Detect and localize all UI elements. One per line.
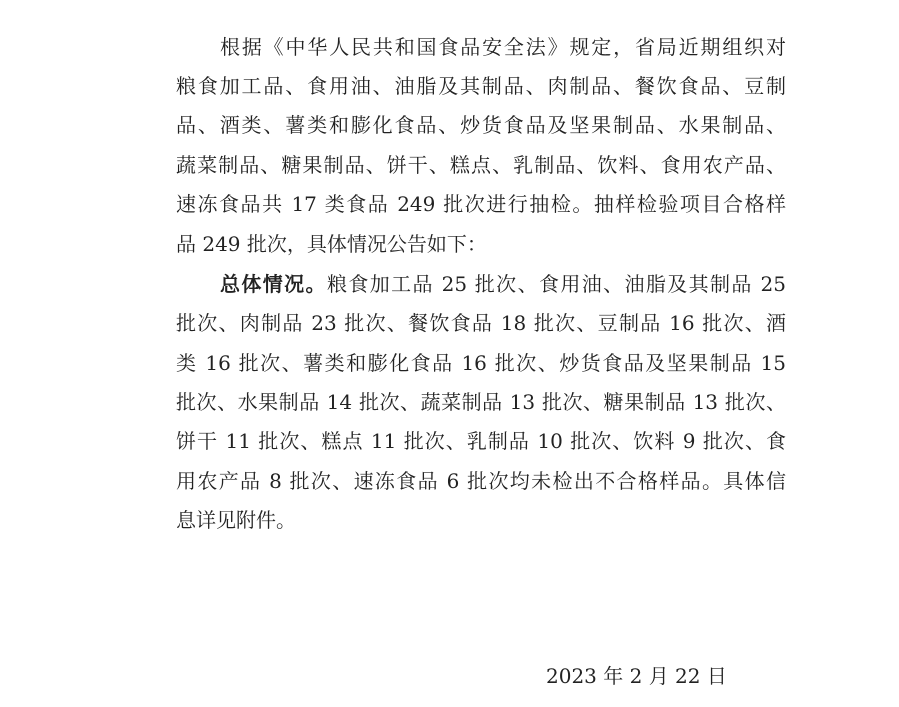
paragraph-2-line-2: 批次、肉制品 23 批次、餐饮食品 18 批次、豆制品 16 批次、酒 <box>176 311 786 335</box>
paragraph-1-line-1: 根据《中华人民共和国食品安全法》规定，省局近期组织对 <box>220 35 786 59</box>
publication-date: 2023 年 2 月 22 日 <box>546 664 727 688</box>
paragraph-1-line-6: 品 249 批次，具体情况公告如下： <box>176 232 487 256</box>
paragraph-1-line-2: 粮食加工品、食用油、油脂及其制品、肉制品、餐饮食品、豆制 <box>176 74 786 98</box>
paragraph-2-line-4: 批次、水果制品 14 批次、蔬菜制品 13 批次、糖果制品 13 批次、 <box>176 390 786 414</box>
paragraph-2-line-1 <box>220 272 786 296</box>
paragraph-2-line-6: 用农产品 8 批次、速冻食品 6 批次均未检出不合格样品。具体信 <box>176 469 786 493</box>
paragraph-1-line-5: 速冻食品共 17 类食品 249 批次进行抽检。抽样检验项目合格样 <box>176 192 786 216</box>
paragraph-2-line-1-text: 粮食加工品 25 批次、食用油、油脂及其制品 25 <box>326 272 786 296</box>
paragraph-1-line-3: 品、酒类、薯类和膨化食品、炒货食品及坚果制品、水果制品、 <box>176 113 786 137</box>
paragraph-1-line-4: 蔬菜制品、糖果制品、饼干、糕点、乳制品、饮料、食用农产品、 <box>176 153 786 177</box>
summary-heading: 总体情况。 <box>220 272 327 296</box>
paragraph-2-line-3: 类 16 批次、薯类和膨化食品 16 批次、炒货食品及坚果制品 15 <box>176 351 786 375</box>
paragraph-2-line-5: 饼干 11 批次、糕点 11 批次、乳制品 10 批次、饮料 9 批次、食 <box>176 429 786 453</box>
paragraph-2-line-7: 息详见附件。 <box>176 508 296 532</box>
